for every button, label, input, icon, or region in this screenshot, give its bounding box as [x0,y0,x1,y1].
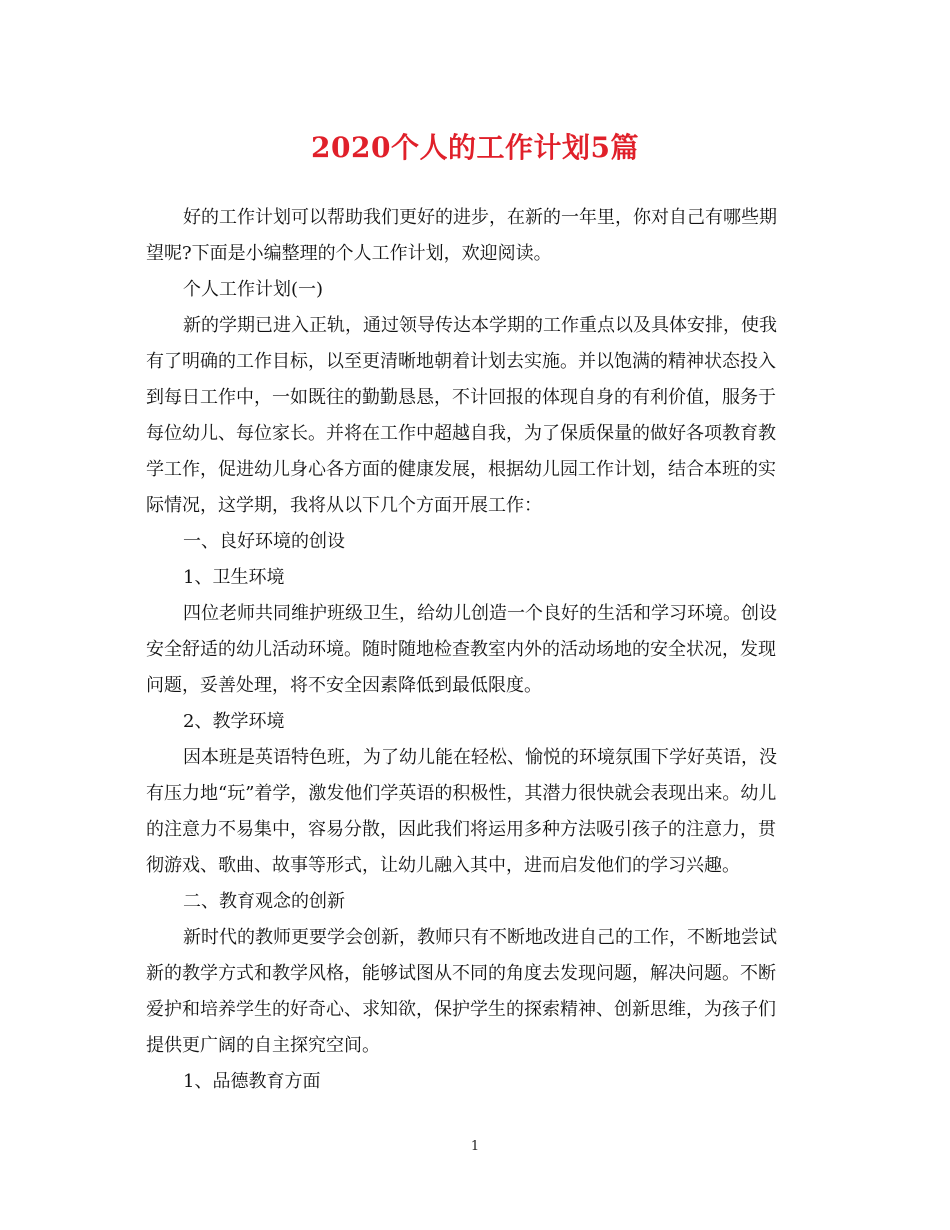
paragraph-line: 彻游戏、歌曲、故事等形式，让幼儿融入其中，进而启发他们的学习兴趣。 [146,855,740,876]
paragraph-line: 望呢?下面是小编整理的个人工作计划，欢迎阅读。 [146,243,552,264]
paragraph-line: 新的学期已进入正轨，通过领导传达本学期的工作重点以及具体安排，使我 [183,315,777,336]
paragraph-line: 新时代的教师更要学会创新，教师只有不断地改进自己的工作，不断地尝试 [183,927,777,948]
paragraph-line: 际情况，这学期，我将从以下几个方面开展工作： [146,495,542,516]
paragraph-line: 学工作，促进幼儿身心各方面的健康发展，根据幼儿园工作计划，结合本班的实 [146,459,776,480]
paragraph-line: 问题，妥善处理，将不安全因素降低到最低限度。 [146,675,542,696]
paragraph-line: 每位幼儿、每位家长。并将在工作中超越自我，为了保质保量的做好各项教育教 [146,423,776,444]
paragraph-line: 1、品德教育方面 [183,1071,321,1092]
paragraph-line: 新的教学方式和教学风格，能够试图从不同的角度去发现问题，解决问题。不断 [146,963,776,984]
paragraph-line: 一、良好环境的创设 [183,531,345,552]
paragraph-line: 有压力地“玩”着学，激发他们学英语的积极性，其潜力很快就会表现出来。幼儿 [146,783,777,804]
paragraph-line: 好的工作计划可以帮助我们更好的进步，在新的一年里，你对自己有哪些期 [183,207,777,228]
paragraph-line: 个人工作计划(一) [183,279,324,300]
paragraph-line: 安全舒适的幼儿活动环境。随时随地检查教室内外的活动场地的安全状况，发现 [146,639,776,660]
paragraph-line: 的注意力不易集中，容易分散，因此我们将运用多种方法吸引孩子的注意力，贯 [146,819,776,840]
paragraph-line: 因本班是英语特色班，为了幼儿能在轻松、愉悦的环境氛围下学好英语，没 [183,747,777,768]
paragraph-line: 有了明确的工作目标，以至更清晰地朝着计划去实施。并以饱满的精神状态投入 [146,351,776,372]
paragraph-line: 二、教育观念的创新 [183,891,345,912]
paragraph-line: 1、卫生环境 [183,567,285,588]
paragraph-line: 爱护和培养学生的好奇心、求知欲，保护学生的探索精神、创新思维，为孩子们 [146,999,776,1020]
page-number: 1 [470,1139,480,1154]
paragraph-line: 四位老师共同维护班级卫生，给幼儿创造一个良好的生活和学习环境。创设 [183,603,777,624]
document-body [146,206,806,1106]
paragraph-line: 提供更广阔的自主探究空间。 [146,1035,380,1056]
document-title: 2020个人的工作计划5篇 [311,131,639,164]
paragraph-line: 到每日工作中，一如既往的勤勤恳恳，不计回报的体现自身的有利价值，服务于 [146,387,776,408]
paragraph-line: 2、教学环境 [183,711,285,732]
